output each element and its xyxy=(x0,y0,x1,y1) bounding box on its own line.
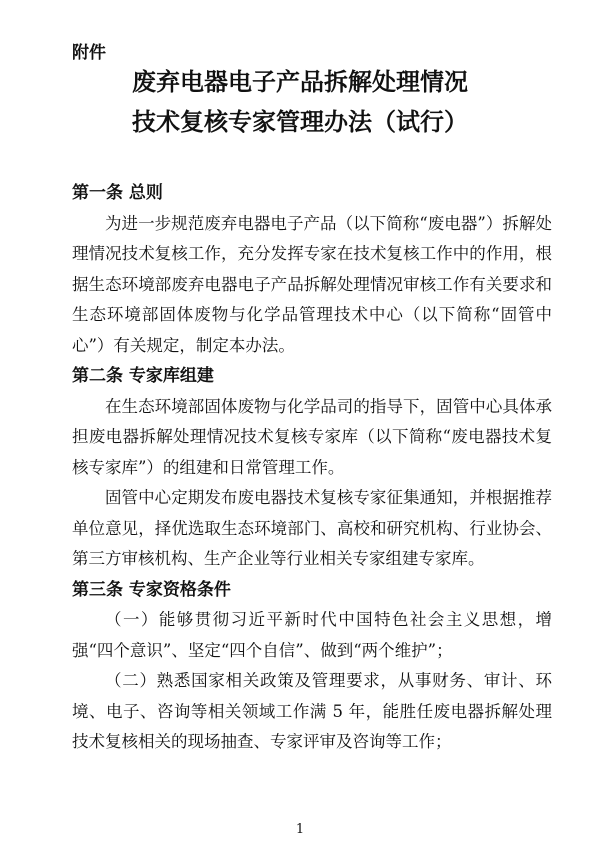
article-3 xyxy=(72,575,552,758)
paragraph: 为进一步规范废弃电器电子产品（以下简称“废电器”）拆解处理情况技术复核工作，充分发挥专家在技术复核工作中的作用，根据生态环境部废弃电器电子产品拆解处理情况审核工作有关要求和生态环境部固体废物与化学品管理技术中心（以下简称“固管中心”）有关规定，制定本办法。 xyxy=(72,213,552,355)
page-number: 1 xyxy=(295,822,305,837)
paragraph: （一）能够贯彻习近平新时代中国特色社会主义思想，增强“四个意识”、坚定“四个自信”、做到“两个维护”； xyxy=(72,610,552,660)
paragraph: （二）熟悉国家相关政策及管理要求，从事财务、审计、环境、电子、咨询等相关领域工作满 5 年，能胜任废电器拆解处理技术复核相关的现场抽查、专家评审及咨询等工作； xyxy=(72,671,552,751)
attachment-label: 附件 xyxy=(72,43,106,63)
document-title xyxy=(0,62,600,142)
article-heading: 第一条 总则 xyxy=(72,183,163,203)
paragraph: 在生态环境部固体废物与化学品司的指导下，固管中心具体承担废电器拆解处理情况技术复核专家库（以下简称“废电器技术复核专家库”）的组建和日常管理工作。 xyxy=(72,396,552,477)
article-2 xyxy=(72,361,552,575)
document-body xyxy=(72,178,552,758)
title-line-1: 废弃电器电子产品拆解处理情况 xyxy=(132,67,468,96)
article-heading: 第三条 专家资格条件 xyxy=(72,579,231,600)
article-heading: 第二条 专家库组建 xyxy=(72,366,214,386)
paragraph: 固管中心定期发布废电器技术复核专家征集通知，并根据推荐单位意见，择优选取生态环境部门、高校和研究机构、行业协会、第三方审核机构、生产企业等行业相关专家组建专家库。 xyxy=(72,488,552,568)
title-line-2: 技术复核专家管理办法（试行） xyxy=(132,107,468,136)
article-1 xyxy=(72,178,552,361)
